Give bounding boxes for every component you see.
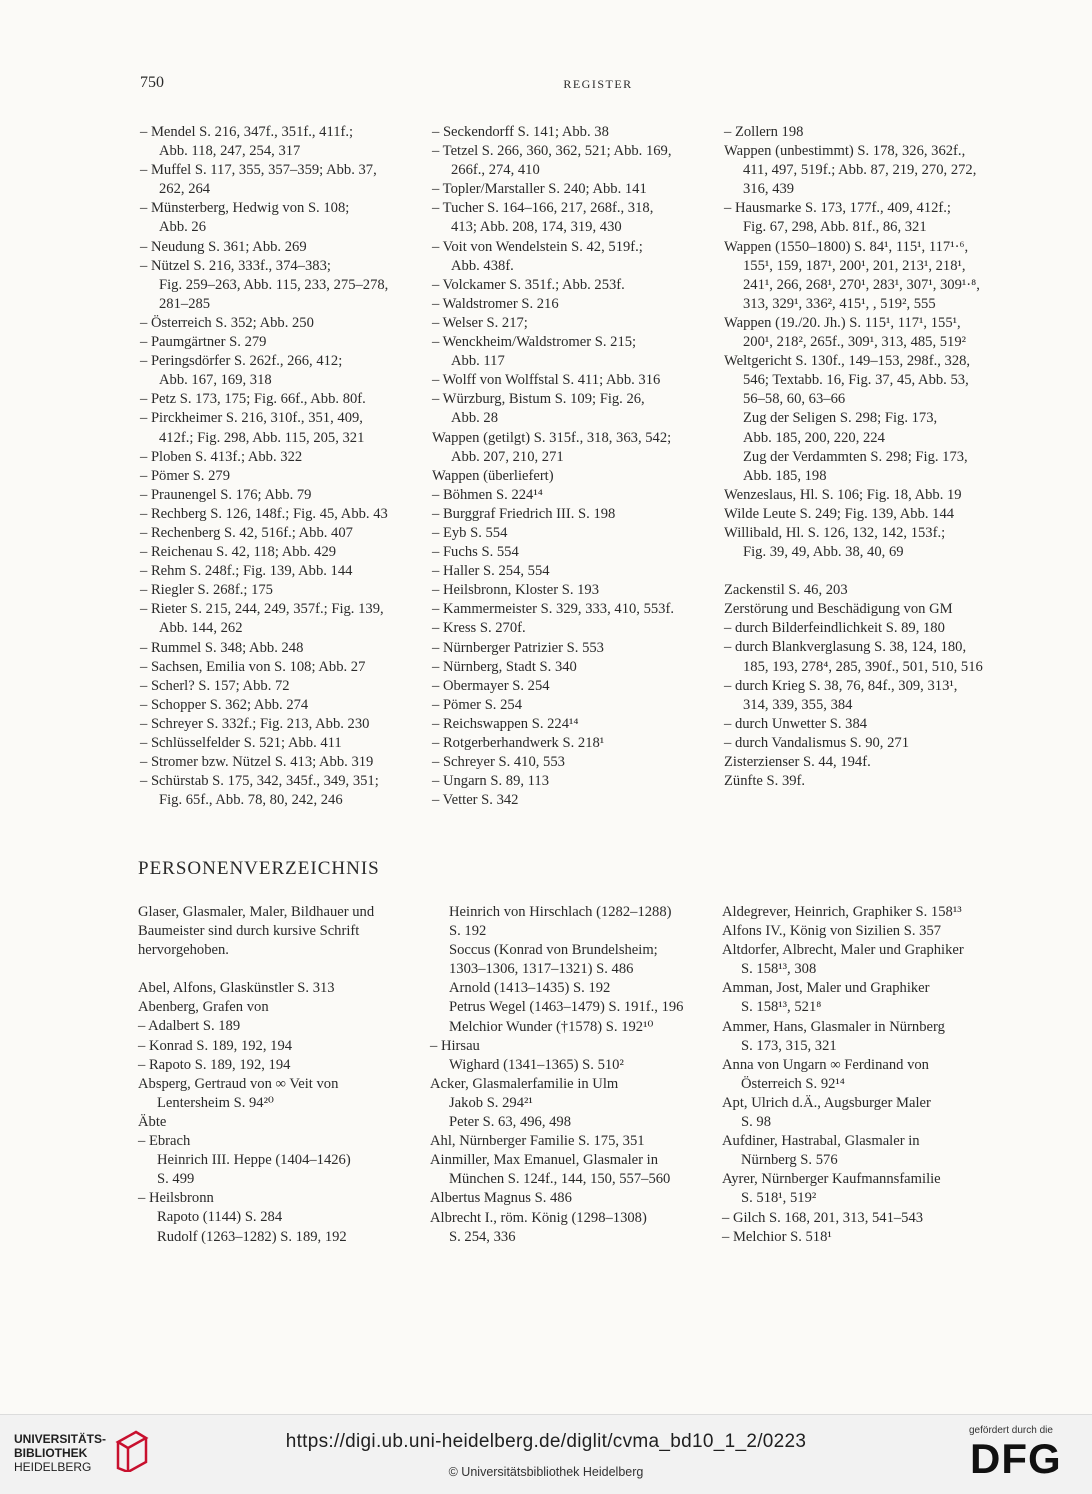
dfg-logo[interactable]: DFG <box>970 1435 1062 1482</box>
index-entry: – Tetzel S. 266, 360, 362, 521; Abb. 169, <box>432 143 672 160</box>
index-entry: Acker, Glasmalerfamilie in Ulm <box>430 1075 619 1092</box>
index-entry: 262, 264 <box>159 181 211 198</box>
index-entry: Soccus (Konrad von Brundelsheim; <box>449 942 658 959</box>
person-index-column-2 <box>430 903 712 1247</box>
index-entry: Wighard (1341–1365) S. 510² <box>449 1056 624 1073</box>
index-entry: – Gilch S. 168, 201, 313, 541–543 <box>722 1209 924 1226</box>
index-entry: Aufdiner, Hastrabal, Glasmaler in <box>722 1133 920 1150</box>
index-entry: Zünfte S. 39f. <box>724 773 806 790</box>
index-entry: – Ebrach <box>138 1133 191 1150</box>
index-entry: – Würzburg, Bistum S. 109; Fig. 26, <box>432 391 645 408</box>
index-entry: – Böhmen S. 224¹⁴ <box>432 486 543 503</box>
index-entry: Apt, Ulrich d.Ä., Augsburger Maler <box>722 1094 931 1111</box>
index-entry: Jakob S. 294²¹ <box>449 1094 533 1111</box>
index-entry: – Zollern 198 <box>724 124 804 140</box>
copyright-notice: © Universitätsbibliothek Heidelberg <box>448 1465 644 1479</box>
index-entry: – Schopper S. 362; Abb. 274 <box>140 696 309 713</box>
page-number: 750 <box>140 74 164 91</box>
index-entry: – Voit von Wendelstein S. 42, 519f.; <box>432 238 643 255</box>
index-entry: Ammer, Hans, Glasmaler in Nürnberg <box>722 1018 945 1035</box>
index-entry: – Adalbert S. 189 <box>138 1018 241 1035</box>
index-entry: – Obermayer S. 254 <box>432 677 550 694</box>
index-entry: Abb. 207, 210, 271 <box>451 448 564 465</box>
index-entry: Heinrich III. Heppe (1404–1426) <box>157 1152 351 1169</box>
index-entry: Amman, Jost, Maler und Graphiker <box>722 980 930 997</box>
index-entry: – Nürnberger Patrizier S. 553 <box>432 639 604 656</box>
index-entry: – Melchior S. 518¹ <box>722 1228 832 1245</box>
index-entry: – Rapoto S. 189, 192, 194 <box>138 1056 291 1073</box>
index-entry: 241¹, 266, 268¹, 270¹, 283¹, 307¹, 309¹·⁸, <box>743 276 980 293</box>
index-entry: 185, 193, 278⁴, 285, 390f., 501, 510, 516 <box>743 658 983 675</box>
index-entry: – Ungarn S. 89, 113 <box>432 773 550 790</box>
index-column-2 <box>432 123 712 810</box>
index-entry: Weltgericht S. 130f., 149–153, 298f., 328, <box>724 353 971 370</box>
person-index-column-1 <box>138 903 418 1247</box>
index-entry: Abel, Alfons, Glaskünstler S. 313 <box>138 980 335 997</box>
index-entry: – Österreich S. 352; Abb. 250 <box>140 314 314 331</box>
index-entry: 314, 339, 355, 384 <box>743 696 853 713</box>
index-entry: 155¹, 159, 187¹, 200¹, 201, 213¹, 218¹, <box>743 257 966 274</box>
index-entry: – Schreyer S. 410, 553 <box>432 754 565 771</box>
index-entry: Fig. 259–263, Abb. 115, 233, 275–278, <box>159 276 389 293</box>
index-entry: Wappen (unbestimmt) S. 178, 326, 362f., <box>724 143 966 160</box>
index-entry: – Petz S. 173, 175; Fig. 66f., Abb. 80f. <box>140 391 366 408</box>
viewer-footer <box>0 1414 1092 1494</box>
index-entry: 412f.; Fig. 298, Abb. 115, 205, 321 <box>159 429 365 446</box>
index-entry: – Scherl? S. 157; Abb. 72 <box>140 677 290 694</box>
index-entry: – durch Vandalismus S. 90, 271 <box>724 734 909 751</box>
index-entry: S. 158¹³, 308 <box>741 961 817 978</box>
index-entry: Abb. 26 <box>159 219 207 236</box>
index-entry: 316, 439 <box>743 181 795 198</box>
index-entry: Wappen (getilgt) S. 315f., 318, 363, 542; <box>432 429 672 446</box>
index-entry: S. 158¹³, 521⁸ <box>741 999 822 1016</box>
index-entry: – Münsterberg, Hedwig von S. 108; <box>140 200 350 217</box>
index-entry: S. 254, 336 <box>449 1228 516 1245</box>
index-entry: – Welser S. 217; <box>432 314 528 331</box>
index-entry: – Vetter S. 342 <box>432 792 519 809</box>
index-entry: Willibald, Hl. S. 126, 132, 142, 153f.; <box>724 524 946 541</box>
index-entry: Anna von Ungarn ∞ Ferdinand von <box>722 1056 929 1073</box>
index-entry: Absperg, Gertraud von ∞ Veit von <box>138 1075 339 1092</box>
index-entry: Ainmiller, Max Emanuel, Glasmaler in <box>430 1152 658 1169</box>
index-entry: Glaser, Glasmaler, Maler, Bildhauer und <box>138 904 375 920</box>
logo-line-3: HEIDELBERG <box>14 1460 92 1474</box>
index-entry: – Nützel S. 216, 333f., 374–383; <box>140 257 331 274</box>
index-column-3 <box>724 123 1006 791</box>
index-entry: – Reichenau S. 42, 118; Abb. 429 <box>140 544 337 561</box>
index-entry: – Konrad S. 189, 192, 194 <box>138 1037 293 1054</box>
index-entry: – durch Krieg S. 38, 76, 84f., 309, 313¹, <box>724 677 958 694</box>
index-entry: – Mendel S. 216, 347f., 351f., 411f.; <box>140 124 354 140</box>
index-entry: – Neudung S. 361; Abb. 269 <box>140 238 307 255</box>
index-entry: Peter S. 63, 496, 498 <box>449 1114 572 1131</box>
index-entry: Zug der Verdammten S. 298; Fig. 173, <box>743 448 968 465</box>
index-entry: Petrus Wegel (1463–1479) S. 191f., 196 <box>449 999 684 1016</box>
index-entry: – Hirsau <box>430 1037 480 1054</box>
index-entry: 266f., 274, 410 <box>451 162 540 179</box>
index-entry: Albrecht I., röm. König (1298–1308) <box>430 1209 647 1226</box>
index-entry: – Rieter S. 215, 244, 249, 357f.; Fig. 139, <box>140 601 384 618</box>
index-entry: Wappen (19./20. Jh.) S. 115¹, 117¹, 155¹, <box>724 314 961 331</box>
index-entry: Abb. 167, 169, 318 <box>159 372 272 389</box>
index-entry: 281–285 <box>159 295 211 312</box>
index-entry: Ayrer, Nürnberger Kaufmannsfamilie <box>722 1171 941 1188</box>
index-entry: – Rehm S. 248f.; Fig. 139, Abb. 144 <box>140 563 353 580</box>
index-entry: Äbte <box>138 1113 167 1130</box>
index-entry: Heinrich von Hirschlach (1282–1288) <box>449 904 672 920</box>
index-entry: – Rechenberg S. 42, 516f.; Abb. 407 <box>140 524 353 541</box>
index-entry: – Rummel S. 348; Abb. 248 <box>140 639 304 656</box>
index-entry: Ahl, Nürnberger Familie S. 175, 351 <box>430 1133 645 1150</box>
index-entry: S. 499 <box>157 1171 195 1188</box>
index-entry: – Riegler S. 268f.; 175 <box>140 582 273 599</box>
index-entry: – Ploben S. 413f.; Abb. 322 <box>140 448 303 465</box>
index-entry: Österreich S. 92¹⁴ <box>741 1075 845 1092</box>
index-entry: Altdorfer, Albrecht, Maler und Graphiker <box>722 942 964 959</box>
index-entry: – Eyb S. 554 <box>432 524 508 541</box>
index-entry: – Tucher S. 164–166, 217, 268f., 318, <box>432 200 654 217</box>
index-entry: Alfons IV., König von Sizilien S. 357 <box>722 923 942 940</box>
index-entry: – Volckamer S. 351f.; Abb. 253f. <box>432 276 625 293</box>
index-entry: Abenberg, Grafen von <box>138 999 269 1016</box>
index-entry: Zug der Seligen S. 298; Fig. 173, <box>743 410 938 427</box>
index-entry: Abb. 185, 198 <box>743 467 827 484</box>
index-entry: Rapoto (1144) S. 284 <box>157 1209 283 1226</box>
index-entry: – Waldstromer S. 216 <box>432 295 559 312</box>
running-head: REGISTER <box>563 77 633 91</box>
index-entry: Baumeister sind durch kursive Schrift <box>138 923 360 940</box>
index-entry: 200¹, 218², 265f., 309¹, 313, 485, 519² <box>743 334 967 351</box>
index-entry: – Paumgärtner S. 279 <box>140 334 267 351</box>
index-entry: Zerstörung und Beschädigung von GM <box>724 601 953 618</box>
index-entry: S. 192 <box>449 923 487 940</box>
index-entry: – Stromer bzw. Nützel S. 413; Abb. 319 <box>140 754 374 771</box>
index-entry: – Heilsbronn, Kloster S. 193 <box>432 582 600 599</box>
index-entry: Wenzeslaus, Hl. S. 106; Fig. 18, Abb. 19 <box>724 486 962 503</box>
index-entry: – Kress S. 270f. <box>432 620 526 637</box>
index-entry: Nürnberg S. 576 <box>741 1152 838 1169</box>
person-index-column-3 <box>722 903 1004 1247</box>
index-entry: 411, 497, 519f.; Abb. 87, 219, 270, 272, <box>743 162 977 179</box>
index-entry <box>138 960 418 979</box>
index-entry: 1303–1306, 1317–1321) S. 486 <box>449 961 634 978</box>
index-entry: – Seckendorff S. 141; Abb. 38 <box>432 124 609 140</box>
index-entry: Arnold (1413–1435) S. 192 <box>449 980 611 997</box>
index-entry: Melchior Wunder (†1578) S. 192¹⁰ <box>449 1018 654 1035</box>
index-entry: – Burggraf Friedrich III. S. 198 <box>432 505 616 522</box>
index-entry: Aldegrever, Heinrich, Graphiker S. 158¹³ <box>722 904 962 920</box>
index-entry: 413; Abb. 208, 174, 319, 430 <box>451 219 622 236</box>
index-entry: Abb. 118, 247, 254, 317 <box>159 143 301 160</box>
index-entry: – Nürnberg, Stadt S. 340 <box>432 658 577 675</box>
index-column-1 <box>140 123 418 810</box>
index-entry: – Schlüsselfelder S. 521; Abb. 411 <box>140 735 342 751</box>
dfg-caption: gefördert durch die <box>969 1425 1053 1436</box>
index-entry: – Sachsen, Emilia von S. 108; Abb. 27 <box>140 658 366 675</box>
index-entry: – Pömer S. 254 <box>432 696 522 713</box>
index-entry: Rudolf (1263–1282) S. 189, 192 <box>157 1228 347 1245</box>
index-entry <box>724 562 1006 581</box>
page-url-link[interactable]: https://digi.ub.uni-heidelberg.de/diglit/cvma_bd10_1_2/0223 <box>285 1431 807 1452</box>
index-entry: Wilde Leute S. 249; Fig. 139, Abb. 144 <box>724 505 955 522</box>
index-entry: Zackenstil S. 46, 203 <box>724 582 848 599</box>
section-title: PERSONENVERZEICHNIS <box>138 858 380 879</box>
index-entry: – Pirckheimer S. 216, 310f., 351, 409, <box>140 410 363 427</box>
index-entry: S. 98 <box>741 1114 772 1131</box>
index-entry: – Topler/Marstaller S. 240; Abb. 141 <box>432 181 647 198</box>
index-entry: – Pömer S. 279 <box>140 467 230 484</box>
index-entry: S. 173, 315, 321 <box>741 1037 837 1054</box>
index-entry: Fig. 65f., Abb. 78, 80, 242, 246 <box>159 792 343 809</box>
index-entry: Abb. 185, 200, 220, 224 <box>743 429 885 446</box>
index-entry: – Hausmarke S. 173, 177f., 409, 412f.; <box>724 200 951 217</box>
index-entry: Zisterzienser S. 44, 194f. <box>724 754 871 770</box>
index-entry: – Wenckheim/Waldstromer S. 215; <box>432 334 637 351</box>
index-entry: 56–58, 60, 63–66 <box>743 391 846 408</box>
index-entry: 546; Textabb. 16, Fig. 37, 45, Abb. 53, <box>743 372 969 389</box>
index-entry: – Peringsdörfer S. 262f., 266, 412; <box>140 353 343 370</box>
index-entry: – Rotgerberhandwerk S. 218¹ <box>432 735 605 751</box>
index-entry: Fig. 39, 49, Abb. 38, 40, 69 <box>743 544 904 561</box>
index-entry: – Schreyer S. 332f.; Fig. 213, Abb. 230 <box>140 715 370 732</box>
index-entry: – Reichswappen S. 224¹⁴ <box>432 715 579 732</box>
index-entry: Abb. 28 <box>451 410 499 427</box>
index-entry: Lentersheim S. 94²⁰ <box>157 1094 274 1111</box>
index-entry: hervorgehoben. <box>138 942 229 959</box>
index-entry: Fig. 67, 298, Abb. 81f., 86, 321 <box>743 219 927 236</box>
index-entry: – Fuchs S. 554 <box>432 544 519 561</box>
index-entry: Wappen (überliefert) <box>432 467 554 484</box>
index-entry: – Wolff von Wolffstal S. 411; Abb. 316 <box>432 372 661 389</box>
index-entry: – durch Blankverglasung S. 38, 124, 180, <box>724 639 967 656</box>
index-entry: Abb. 438f. <box>451 257 514 274</box>
index-entry: München S. 124f., 144, 150, 557–560 <box>449 1171 671 1188</box>
index-entry: Albertus Magnus S. 486 <box>430 1190 572 1207</box>
index-entry: – Praunengel S. 176; Abb. 79 <box>140 486 312 503</box>
index-entry: – Heilsbronn <box>138 1190 214 1207</box>
index-entry: Abb. 117 <box>451 353 505 370</box>
index-entry: – Haller S. 254, 554 <box>432 563 550 580</box>
index-entry: 313, 329¹, 336², 415¹, , 519², 555 <box>743 295 936 312</box>
index-entry: Abb. 144, 262 <box>159 620 243 637</box>
index-entry: – durch Bilderfeindlichkeit S. 89, 180 <box>724 620 945 637</box>
logo-line-2: BIBLIOTHEK <box>14 1446 88 1460</box>
logo-line-1: UNIVERSITÄTS- <box>14 1432 107 1446</box>
index-entry: – Rechberg S. 126, 148f.; Fig. 45, Abb. 43 <box>140 505 388 522</box>
index-entry: S. 518¹, 519² <box>741 1190 817 1207</box>
index-entry: Wappen (1550–1800) S. 84¹, 115¹, 117¹·⁶, <box>724 238 969 255</box>
index-entry: – Muffel S. 117, 355, 357–359; Abb. 37, <box>140 162 377 179</box>
index-entry: – Kammermeister S. 329, 333, 410, 553f. <box>432 601 674 618</box>
index-entry: – durch Unwetter S. 384 <box>724 715 868 732</box>
index-entry: – Schürstab S. 175, 342, 345f., 349, 351; <box>140 773 379 790</box>
